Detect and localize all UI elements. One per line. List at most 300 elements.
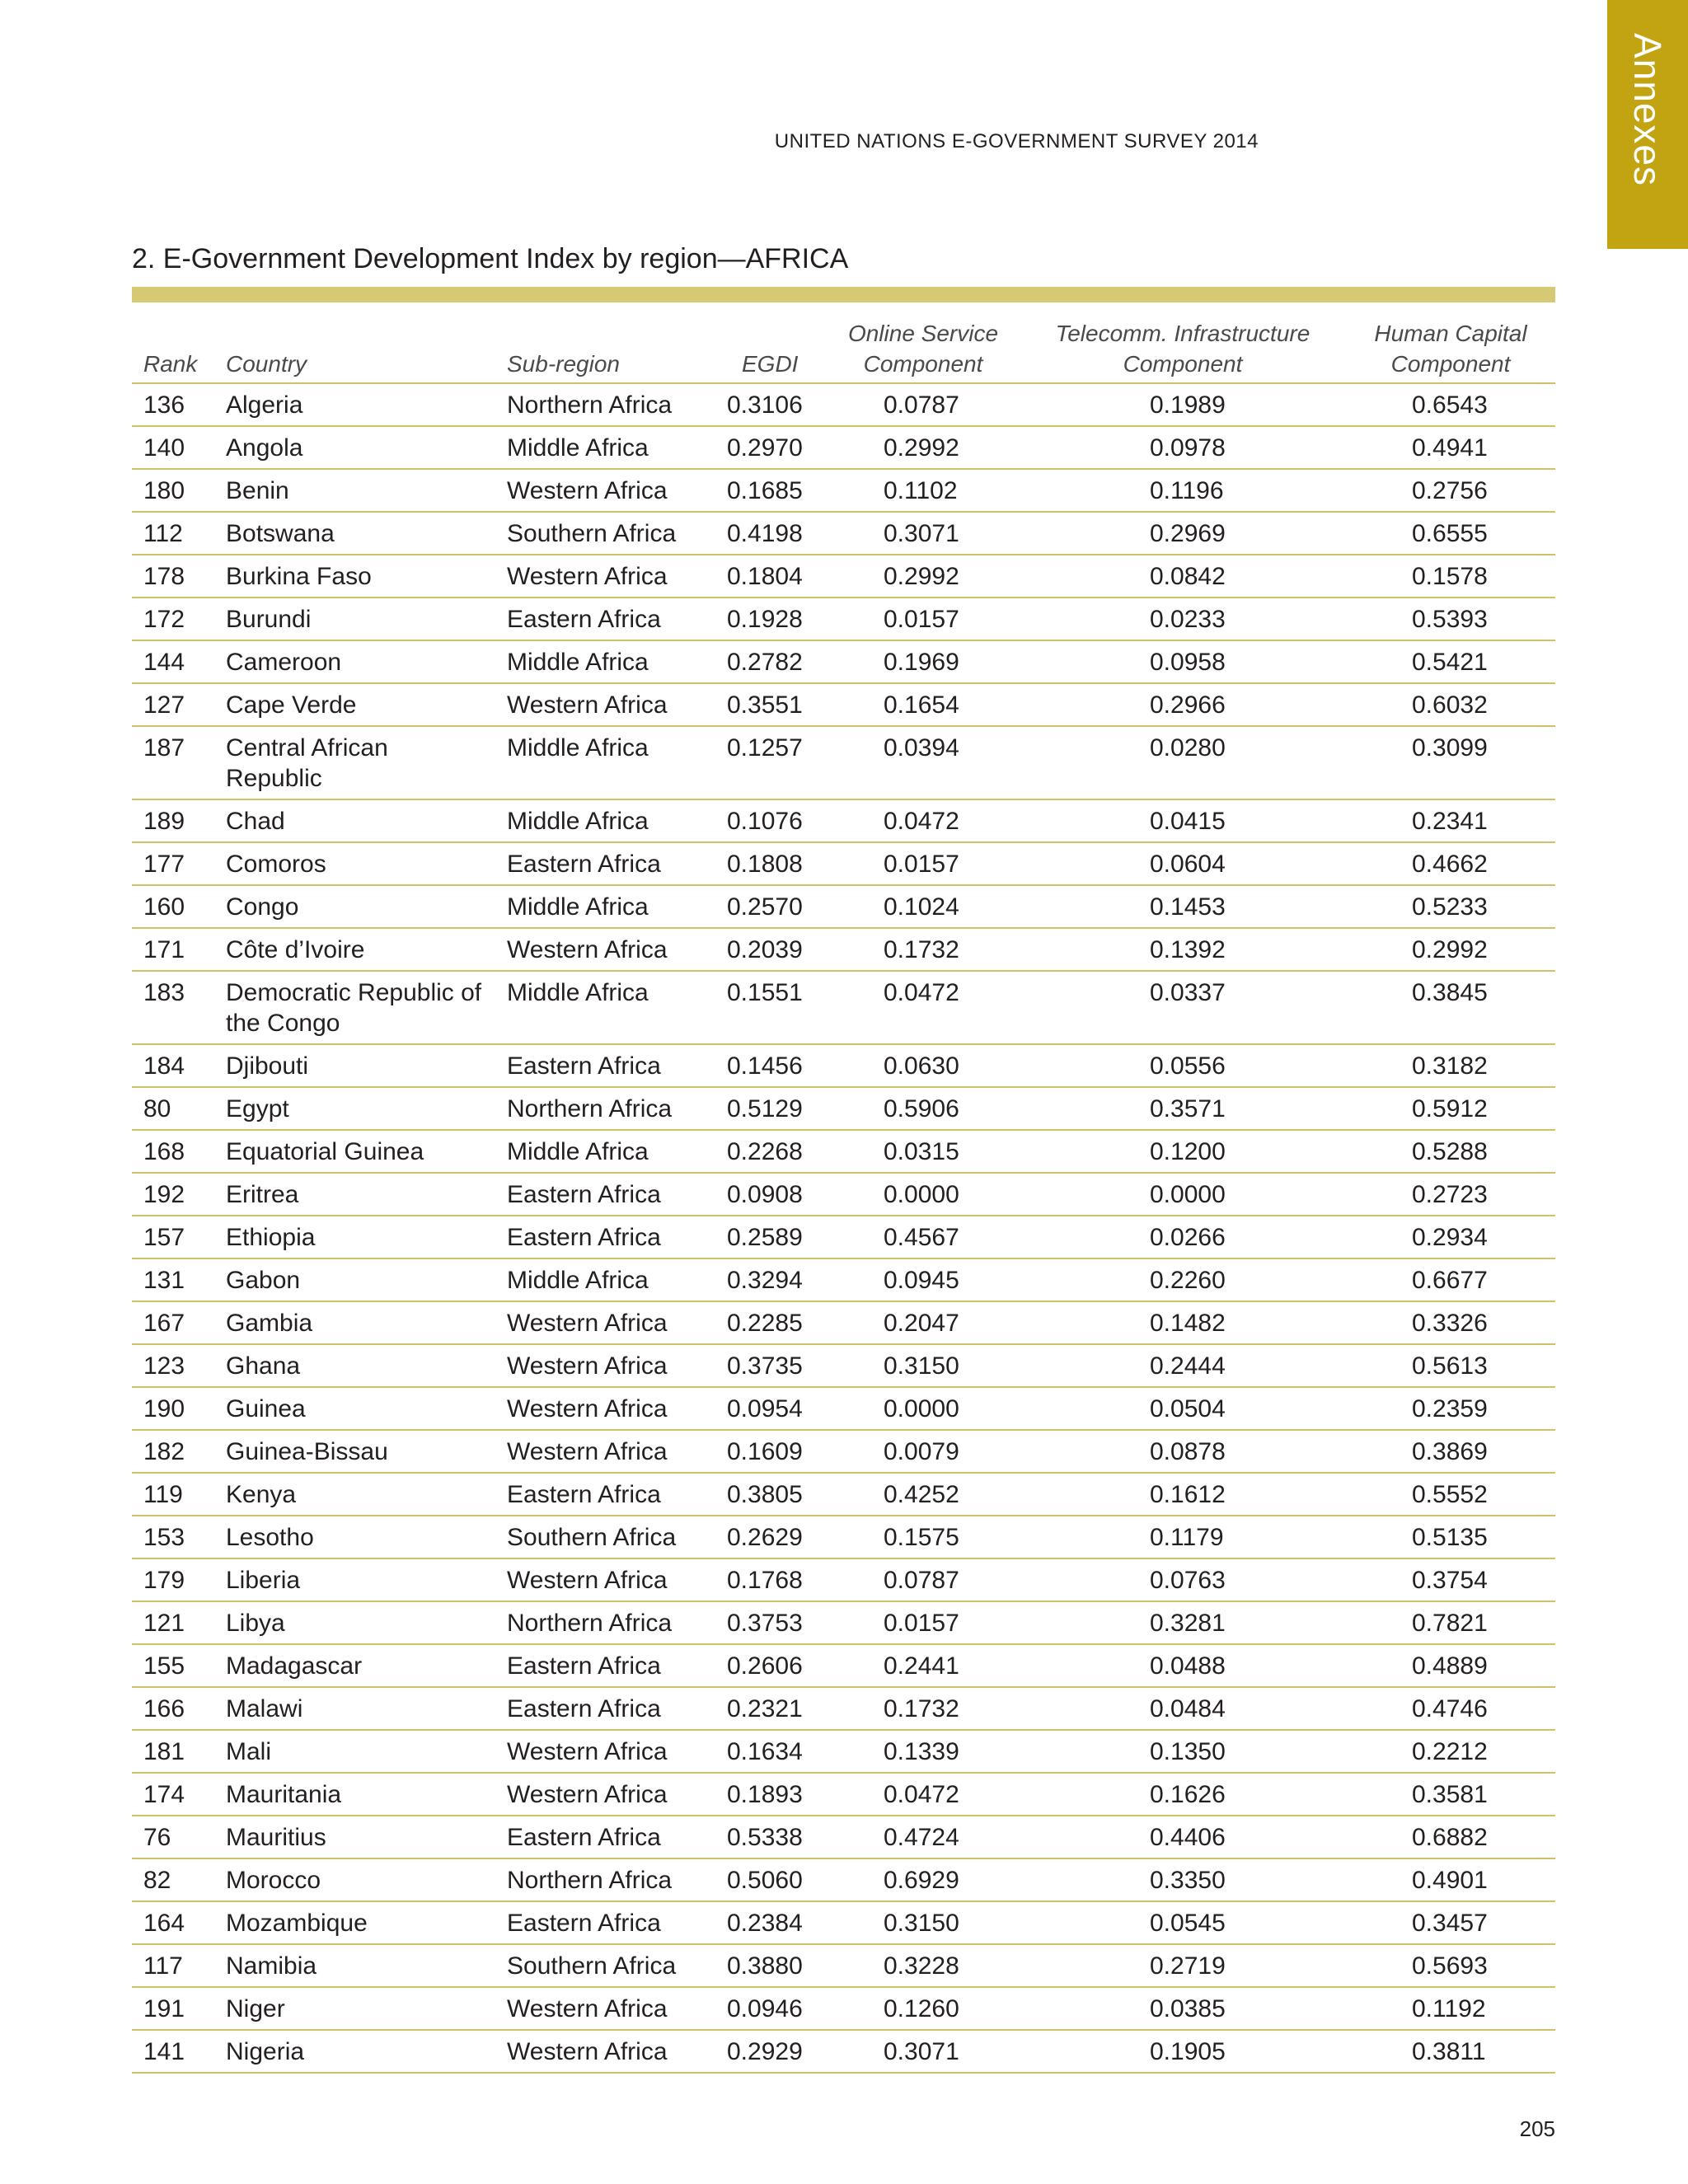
cell-online-service: 0.0630: [884, 1052, 959, 1080]
cell-country: Mozambique: [226, 1910, 368, 1937]
cell-online-service: 0.4252: [884, 1481, 959, 1508]
cell-telecomm: 0.1196: [1150, 477, 1224, 504]
cell-rank: 168: [143, 1138, 185, 1165]
cell-country: Mauritius: [226, 1824, 326, 1851]
cell-rank: 184: [143, 1052, 185, 1080]
annexes-tab-label: Annexes: [1626, 32, 1669, 186]
cell-subregion: Southern Africa: [507, 1524, 677, 1551]
table-row: [132, 1816, 1555, 1859]
cell-human-capital: 0.3182: [1412, 1052, 1488, 1080]
cell-egdi: 0.5338: [727, 1824, 803, 1851]
cell-egdi: 0.1808: [727, 851, 803, 878]
cell-human-capital: 0.1192: [1412, 1995, 1486, 2022]
cell-country: Niger: [226, 1995, 285, 2022]
cell-rank: 112: [143, 520, 183, 547]
cell-human-capital: 0.5912: [1412, 1095, 1488, 1122]
cell-human-capital: 0.2341: [1412, 808, 1488, 835]
table-row: [132, 1688, 1555, 1731]
cell-subregion: Western Africa: [507, 1567, 668, 1594]
cell-egdi: 0.2929: [727, 2038, 803, 2065]
cell-subregion: Middle Africa: [507, 434, 649, 462]
cell-egdi: 0.2268: [727, 1138, 803, 1165]
cell-telecomm: 0.0763: [1150, 1567, 1226, 1594]
cell-egdi: 0.1928: [727, 606, 803, 633]
cell-online-service: 0.4724: [884, 1824, 959, 1851]
table-row: [132, 1431, 1555, 1474]
cell-country: Nigeria: [226, 2038, 305, 2065]
cell-country: Namibia: [226, 1952, 317, 1980]
header-country: Country: [226, 351, 307, 377]
cell-rank: 191: [143, 1995, 185, 2022]
cell-rank: 131: [143, 1267, 185, 1294]
cell-egdi: 0.1456: [727, 1052, 803, 1080]
cell-subregion: Southern Africa: [507, 1952, 677, 1980]
cell-telecomm: 0.3571: [1150, 1095, 1226, 1122]
cell-rank: 155: [143, 1652, 185, 1680]
cell-subregion: Middle Africa: [507, 1267, 649, 1294]
cell-subregion: Western Africa: [507, 1310, 668, 1337]
cell-online-service: 0.1024: [884, 893, 959, 921]
cell-human-capital: 0.6543: [1412, 391, 1488, 419]
cell-subregion: Southern Africa: [507, 520, 677, 547]
cell-rank: 172: [143, 606, 185, 633]
cell-telecomm: 0.1482: [1150, 1310, 1226, 1337]
cell-egdi: 0.3880: [727, 1952, 803, 1980]
cell-egdi: 0.2321: [727, 1695, 803, 1722]
cell-country: Egypt: [226, 1095, 289, 1122]
cell-subregion: Eastern Africa: [507, 1181, 661, 1208]
cell-telecomm: 0.1626: [1150, 1781, 1226, 1808]
table-row: [132, 513, 1555, 555]
cell-online-service: 0.0394: [884, 734, 959, 762]
cell-online-service: 0.0157: [884, 606, 959, 633]
cell-rank: 189: [143, 808, 185, 835]
cell-telecomm: 0.0556: [1150, 1052, 1226, 1080]
cell-rank: 181: [143, 1738, 185, 1765]
cell-rank: 141: [143, 2038, 185, 2065]
cell-rank: 179: [143, 1567, 185, 1594]
table-row: [132, 1174, 1555, 1216]
cell-rank: 177: [143, 851, 185, 878]
table-row: [132, 929, 1555, 972]
cell-online-service: 0.0787: [884, 1567, 959, 1594]
cell-subregion: Western Africa: [507, 1781, 668, 1808]
table-row: [132, 684, 1555, 727]
cell-human-capital: 0.6555: [1412, 520, 1488, 547]
cell-country: Gambia: [226, 1310, 313, 1337]
cell-country: Burkina Faso: [226, 563, 372, 590]
table-row: [132, 1388, 1555, 1431]
table-row: [132, 1088, 1555, 1131]
cell-subregion: Middle Africa: [507, 1138, 649, 1165]
cell-egdi: 0.1609: [727, 1438, 803, 1465]
cell-human-capital: 0.5288: [1412, 1138, 1488, 1165]
cell-online-service: 0.1339: [884, 1738, 959, 1765]
cell-subregion: Eastern Africa: [507, 1652, 661, 1680]
cell-country: Djibouti: [226, 1052, 309, 1080]
cell-online-service: 0.0472: [884, 808, 959, 835]
header-subregion: Sub-region: [507, 351, 620, 377]
cell-subregion: Eastern Africa: [507, 1052, 661, 1080]
cell-country: Mali: [226, 1738, 272, 1765]
header-rank: Rank: [143, 351, 198, 377]
cell-telecomm: 0.0233: [1150, 606, 1226, 633]
cell-online-service: 0.0472: [884, 979, 959, 1006]
header-human-capital-line2: Component: [1390, 351, 1511, 377]
cell-human-capital: 0.5135: [1412, 1524, 1488, 1551]
cell-telecomm: 0.1350: [1150, 1738, 1226, 1765]
cell-egdi: 0.5129: [727, 1095, 803, 1122]
cell-telecomm: 0.4406: [1150, 1824, 1226, 1851]
cell-rank: 82: [143, 1867, 171, 1894]
cell-egdi: 0.1685: [727, 477, 803, 504]
cell-country: Benin: [226, 477, 289, 504]
cell-country: Ghana: [226, 1352, 301, 1380]
cell-telecomm: 0.0488: [1150, 1652, 1226, 1680]
table-row: [132, 598, 1555, 641]
cell-subregion: Western Africa: [507, 1352, 668, 1380]
cell-human-capital: 0.7821: [1412, 1610, 1488, 1637]
cell-human-capital: 0.4901: [1412, 1867, 1488, 1894]
cell-country: Lesotho: [226, 1524, 314, 1551]
table-row: [132, 972, 1555, 1045]
cell-country: Ethiopia: [226, 1224, 316, 1251]
table-row: [132, 2031, 1555, 2074]
cell-country: Guinea-Bissau: [226, 1438, 388, 1465]
cell-online-service: 0.0079: [884, 1438, 959, 1465]
cell-subregion: Middle Africa: [507, 893, 649, 921]
table-row: [132, 886, 1555, 929]
cell-rank: 180: [143, 477, 185, 504]
page-number: 205: [1519, 2116, 1555, 2141]
cell-telecomm: 0.0545: [1150, 1910, 1226, 1937]
cell-human-capital: 0.3099: [1412, 734, 1488, 762]
cell-human-capital: 0.1578: [1412, 563, 1488, 590]
cell-human-capital: 0.4746: [1412, 1695, 1488, 1722]
table-row: [132, 1516, 1555, 1559]
cell-human-capital: 0.3581: [1412, 1781, 1488, 1808]
cell-rank: 190: [143, 1395, 185, 1422]
table-row: [132, 1988, 1555, 2031]
cell-subregion: Eastern Africa: [507, 1695, 661, 1722]
cell-country: Morocco: [226, 1867, 321, 1894]
cell-telecomm: 0.0385: [1150, 1995, 1226, 2022]
table-row: [132, 1645, 1555, 1688]
table-row: [132, 800, 1555, 843]
cell-human-capital: 0.5693: [1412, 1952, 1488, 1980]
cell-telecomm: 0.0280: [1150, 734, 1226, 762]
cell-telecomm: 0.2260: [1150, 1267, 1226, 1294]
cell-online-service: 0.3150: [884, 1910, 959, 1937]
table-row: [132, 1216, 1555, 1259]
cell-human-capital: 0.3845: [1412, 979, 1488, 1006]
cell-country: Cameroon: [226, 649, 342, 676]
cell-country: Comoros: [226, 851, 326, 878]
cell-human-capital: 0.2992: [1412, 936, 1488, 963]
cell-egdi: 0.2285: [727, 1310, 803, 1337]
cell-rank: 183: [143, 979, 185, 1006]
cell-country: Gabon: [226, 1267, 301, 1294]
cell-rank: 80: [143, 1095, 171, 1122]
cell-subregion: Middle Africa: [507, 649, 649, 676]
cell-online-service: 0.3071: [884, 520, 959, 547]
cell-egdi: 0.1551: [727, 979, 803, 1006]
table-row: [132, 1902, 1555, 1945]
table-row: [132, 1302, 1555, 1345]
header-human-capital: [1360, 318, 1541, 379]
table-body: [132, 384, 1555, 2074]
cell-country: Mauritania: [226, 1781, 342, 1808]
cell-online-service: 0.4567: [884, 1224, 959, 1251]
table-row: [132, 1345, 1555, 1388]
table-row: [132, 1859, 1555, 1902]
cell-subregion: Western Africa: [507, 691, 668, 719]
table-row: [132, 1731, 1555, 1774]
cell-online-service: 0.0472: [884, 1781, 959, 1808]
cell-country: Congo: [226, 893, 299, 921]
cell-rank: 127: [143, 691, 185, 719]
cell-human-capital: 0.2934: [1412, 1224, 1488, 1251]
cell-online-service: 0.6929: [884, 1867, 959, 1894]
cell-online-service: 0.1260: [884, 1995, 959, 2022]
cell-egdi: 0.1804: [727, 563, 803, 590]
cell-human-capital: 0.3457: [1412, 1910, 1488, 1937]
cell-country: Algeria: [226, 391, 303, 419]
cell-subregion: Northern Africa: [507, 1867, 673, 1894]
cell-human-capital: 0.2359: [1412, 1395, 1488, 1422]
cell-human-capital: 0.4889: [1412, 1652, 1488, 1680]
header-telecomm: [1043, 318, 1323, 379]
cell-online-service: 0.5906: [884, 1095, 959, 1122]
cell-subregion: Western Africa: [507, 936, 668, 963]
cell-subregion: Eastern Africa: [507, 1824, 661, 1851]
cell-online-service: 0.2441: [884, 1652, 959, 1680]
cell-telecomm: 0.0958: [1150, 649, 1226, 676]
cell-rank: 192: [143, 1181, 185, 1208]
cell-egdi: 0.4198: [727, 520, 803, 547]
cell-subregion: Northern Africa: [507, 1610, 673, 1637]
cell-country: Democratic Republic of the Congo: [226, 979, 482, 1037]
cell-human-capital: 0.4662: [1412, 851, 1488, 878]
cell-human-capital: 0.5233: [1412, 893, 1488, 921]
cell-rank: 167: [143, 1310, 185, 1337]
cell-telecomm: 0.0504: [1150, 1395, 1226, 1422]
cell-online-service: 0.3071: [884, 2038, 959, 2065]
cell-human-capital: 0.3754: [1412, 1567, 1488, 1594]
cell-telecomm: 0.1453: [1150, 893, 1226, 921]
cell-egdi: 0.3294: [727, 1267, 803, 1294]
cell-telecomm: 0.1905: [1150, 2038, 1226, 2065]
cell-subregion: Eastern Africa: [507, 1224, 661, 1251]
cell-telecomm: 0.1612: [1150, 1481, 1226, 1508]
cell-country: Central African Republic: [226, 734, 388, 792]
cell-human-capital: 0.2756: [1412, 477, 1488, 504]
cell-subregion: Western Africa: [507, 2038, 668, 2065]
cell-country: Liberia: [226, 1567, 301, 1594]
cell-telecomm: 0.0484: [1150, 1695, 1226, 1722]
cell-rank: 140: [143, 434, 185, 462]
cell-human-capital: 0.5613: [1412, 1352, 1488, 1380]
cell-subregion: Eastern Africa: [507, 606, 661, 633]
cell-subregion: Western Africa: [507, 1995, 668, 2022]
section-title: 2. E-Government Development Index by region—AFRICA: [132, 243, 849, 274]
cell-online-service: 0.2992: [884, 563, 959, 590]
cell-subregion: Northern Africa: [507, 1095, 673, 1122]
table-row: [132, 641, 1555, 684]
cell-online-service: 0.0157: [884, 1610, 959, 1637]
cell-country: Kenya: [226, 1481, 297, 1508]
cell-egdi: 0.3735: [727, 1352, 803, 1380]
cell-human-capital: 0.3326: [1412, 1310, 1488, 1337]
cell-online-service: 0.1575: [884, 1524, 959, 1551]
cell-country: Burundi: [226, 606, 312, 633]
table-row: [132, 1045, 1555, 1088]
table-row: [132, 555, 1555, 598]
cell-rank: 182: [143, 1438, 185, 1465]
cell-rank: 187: [143, 734, 185, 762]
cell-subregion: Eastern Africa: [507, 1910, 661, 1937]
cell-country: Angola: [226, 434, 303, 462]
cell-egdi: 0.0954: [727, 1395, 803, 1422]
cell-human-capital: 0.6677: [1412, 1267, 1488, 1294]
cell-rank: 123: [143, 1352, 185, 1380]
cell-human-capital: 0.5393: [1412, 606, 1488, 633]
cell-online-service: 0.0315: [884, 1138, 959, 1165]
cell-online-service: 0.2047: [884, 1310, 959, 1337]
egdi-table: [132, 315, 1555, 2074]
cell-telecomm: 0.3350: [1150, 1867, 1226, 1894]
cell-egdi: 0.1893: [727, 1781, 803, 1808]
cell-egdi: 0.2039: [727, 936, 803, 963]
cell-human-capital: 0.2212: [1412, 1738, 1488, 1765]
cell-online-service: 0.0945: [884, 1267, 959, 1294]
cell-human-capital: 0.3869: [1412, 1438, 1488, 1465]
cell-country: Eritrea: [226, 1181, 299, 1208]
cell-telecomm: 0.1200: [1150, 1138, 1226, 1165]
cell-human-capital: 0.2723: [1412, 1181, 1488, 1208]
cell-telecomm: 0.2966: [1150, 691, 1226, 719]
cell-human-capital: 0.5421: [1412, 649, 1488, 676]
cell-online-service: 0.0000: [884, 1395, 959, 1422]
cell-online-service: 0.1732: [884, 1695, 959, 1722]
cell-telecomm: 0.2444: [1150, 1352, 1226, 1380]
cell-rank: 160: [143, 893, 185, 921]
cell-telecomm: 0.1392: [1150, 936, 1226, 963]
cell-country: Chad: [226, 808, 285, 835]
cell-rank: 178: [143, 563, 185, 590]
cell-human-capital: 0.3811: [1412, 2038, 1486, 2065]
cell-human-capital: 0.4941: [1412, 434, 1488, 462]
cell-telecomm: 0.1989: [1150, 391, 1226, 419]
header-online-service-line1: Online Service: [847, 321, 999, 346]
cell-telecomm: 0.0266: [1150, 1224, 1226, 1251]
cell-egdi: 0.1257: [727, 734, 803, 762]
cell-online-service: 0.3228: [884, 1952, 959, 1980]
cell-country: Equatorial Guinea: [226, 1138, 424, 1165]
cell-country: Botswana: [226, 520, 335, 547]
cell-egdi: 0.1076: [727, 808, 803, 835]
cell-online-service: 0.3150: [884, 1352, 959, 1380]
cell-rank: 76: [143, 1824, 171, 1851]
cell-online-service: 0.1969: [884, 649, 959, 676]
table-row: [132, 1259, 1555, 1302]
cell-egdi: 0.0946: [727, 1995, 803, 2022]
cell-telecomm: 0.0000: [1150, 1181, 1226, 1208]
cell-country: Guinea: [226, 1395, 306, 1422]
cell-telecomm: 0.1179: [1150, 1524, 1224, 1551]
cell-egdi: 0.3551: [727, 691, 803, 719]
cell-telecomm: 0.2969: [1150, 520, 1226, 547]
table-row: [132, 843, 1555, 886]
cell-telecomm: 0.0978: [1150, 434, 1226, 462]
cell-rank: 171: [143, 936, 185, 963]
table-row: [132, 470, 1555, 513]
cell-telecomm: 0.0337: [1150, 979, 1226, 1006]
table-row: [132, 384, 1555, 427]
cell-egdi: 0.2629: [727, 1524, 803, 1551]
cell-online-service: 0.1732: [884, 936, 959, 963]
cell-online-service: 0.2992: [884, 434, 959, 462]
title-accent-bar: [132, 287, 1555, 302]
cell-rank: 164: [143, 1910, 185, 1937]
table-row: [132, 1131, 1555, 1174]
cell-subregion: Northern Africa: [507, 391, 673, 419]
table-row: [132, 1474, 1555, 1516]
header-human-capital-line1: Human Capital: [1374, 321, 1527, 346]
cell-subregion: Western Africa: [507, 563, 668, 590]
cell-country: Madagascar: [226, 1652, 363, 1680]
cell-subregion: Middle Africa: [507, 979, 649, 1006]
cell-telecomm: 0.0842: [1150, 563, 1226, 590]
cell-egdi: 0.3805: [727, 1481, 803, 1508]
cell-subregion: Eastern Africa: [507, 1481, 661, 1508]
cell-egdi: 0.2570: [727, 893, 803, 921]
cell-online-service: 0.0157: [884, 851, 959, 878]
cell-country: Malawi: [226, 1695, 303, 1722]
cell-subregion: Middle Africa: [507, 808, 649, 835]
table-row: [132, 1602, 1555, 1645]
cell-rank: 121: [143, 1610, 185, 1637]
running-header: UNITED NATIONS E-GOVERNMENT SURVEY 2014: [774, 130, 1259, 152]
cell-subregion: Western Africa: [507, 477, 668, 504]
cell-human-capital: 0.6882: [1412, 1824, 1488, 1851]
cell-rank: 117: [143, 1952, 183, 1980]
cell-egdi: 0.2606: [727, 1652, 803, 1680]
annexes-side-tab: [1607, 0, 1688, 249]
cell-egdi: 0.2782: [727, 649, 803, 676]
cell-telecomm: 0.3281: [1150, 1610, 1226, 1637]
cell-human-capital: 0.5552: [1412, 1481, 1488, 1508]
header-online-service: [841, 318, 1006, 379]
table-row: [132, 427, 1555, 470]
cell-human-capital: 0.6032: [1412, 691, 1488, 719]
cell-egdi: 0.1634: [727, 1738, 803, 1765]
cell-telecomm: 0.0604: [1150, 851, 1226, 878]
header-telecomm-line2: Component: [1123, 351, 1243, 377]
header-egdi: EGDI: [742, 351, 799, 377]
cell-egdi: 0.3106: [727, 391, 803, 419]
cell-rank: 153: [143, 1524, 185, 1551]
header-online-service-line2: Component: [863, 351, 983, 377]
cell-country: Côte d’Ivoire: [226, 936, 365, 963]
cell-rank: 144: [143, 649, 185, 676]
cell-telecomm: 0.0415: [1150, 808, 1226, 835]
cell-online-service: 0.0000: [884, 1181, 959, 1208]
table-row: [132, 1945, 1555, 1988]
table-row: [132, 1774, 1555, 1816]
header-telecomm-line1: Telecomm. Infrastructure: [1055, 321, 1311, 346]
cell-subregion: Western Africa: [507, 1738, 668, 1765]
